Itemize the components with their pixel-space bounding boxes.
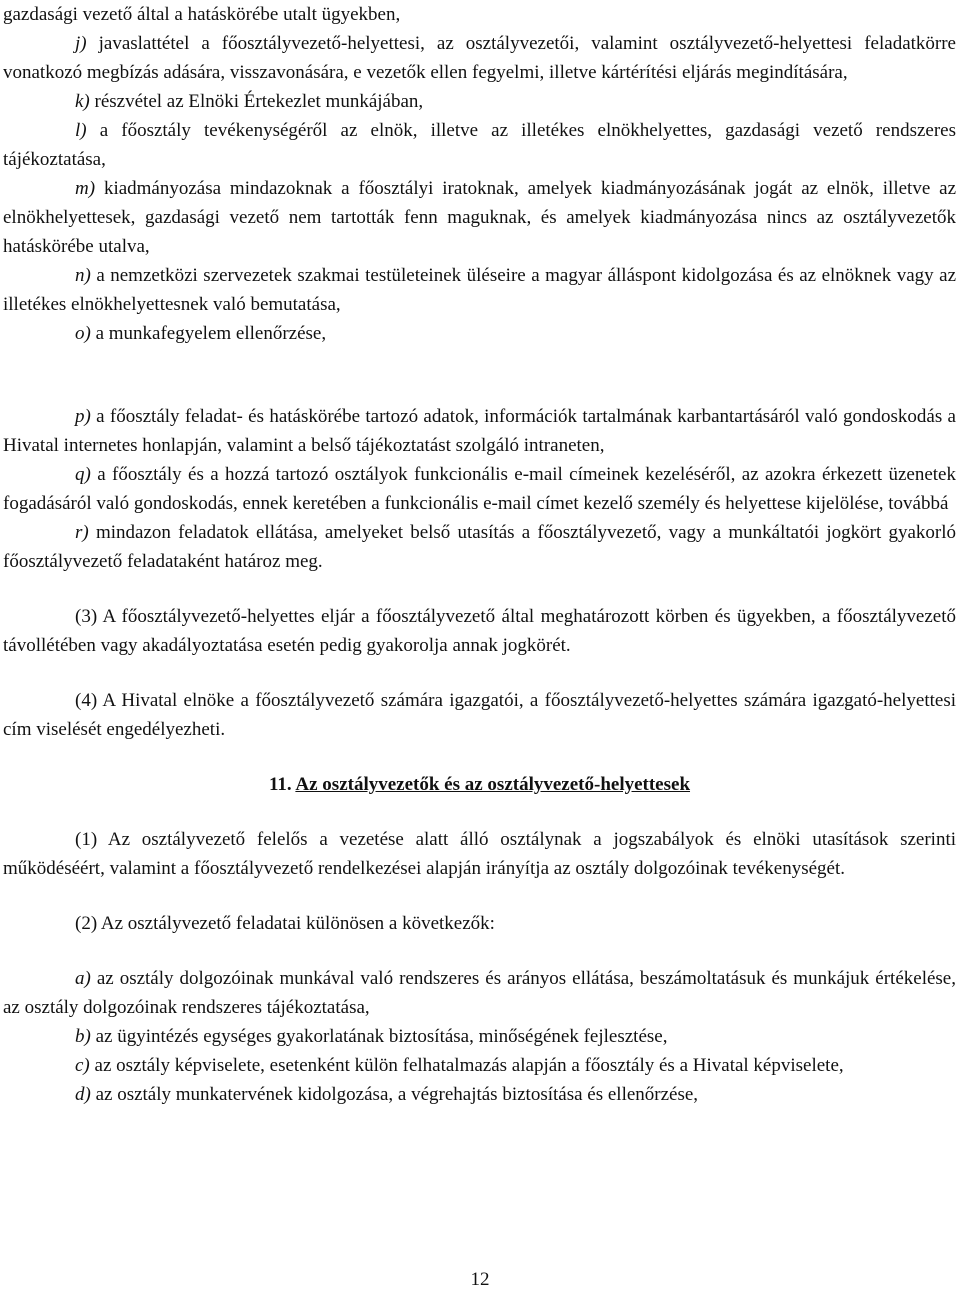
item-label: q): [75, 464, 91, 485]
continuation-text: gazdasági vezető által a hatáskörébe utalt ügyekben,: [3, 4, 401, 25]
item-label: b): [75, 1026, 91, 1047]
item-label: m): [75, 178, 96, 199]
item-label: j): [75, 33, 87, 54]
item-label: p): [75, 406, 91, 427]
item-text: kiadmányozása mindazoknak a főosztályi iratoknak, amelyek kiadmányozásának jogát az elnök, illetve az elnökhelyettesek, gazdasági vezető nem tartották fenn maguknak, és amelyek kiadmányozása nincs az osztályvezetők hatáskörébe utalva,: [3, 178, 956, 257]
item-label: a): [75, 968, 91, 989]
section-list-item-a: [3, 964, 956, 1022]
item-label: o): [75, 323, 91, 344]
list-item-k: [3, 87, 956, 116]
paragraph-3: (3) A főosztályvezető-helyettes eljár a főosztályvezető által meghatározott körben és ügyekben, a főosztályvezető távollétében vagy akadályoztatása esetén pedig gyakorolja annak jogkörét.: [3, 606, 956, 656]
list-item-p: [3, 402, 956, 460]
item-label: l): [75, 120, 87, 141]
section-heading: [3, 770, 956, 799]
list-item-j: [3, 29, 956, 87]
item-text: az osztály képviselete, esetenként külön felhatalmazás alapján a főosztály és a Hivatal képviselete,: [89, 1055, 844, 1076]
list-item-m: [3, 174, 956, 261]
list-item-o: [3, 319, 956, 348]
item-text: a nemzetközi szervezetek szakmai testületeinek üléseire a magyar álláspont kidolgozása és az elnöknek vagy az illetékes elnökhelyettesnek való bemutatása,: [3, 265, 956, 315]
section-paragraph-2: (2) Az osztályvezető feladatai különösen a következők:: [75, 913, 495, 934]
item-text: a főosztály és a hozzá tartozó osztályok funkcionális e-mail címeinek kezeléséről, az azokra érkezett üzenetek fogadásáról való gondoskodás, ennek keretében a funkcionális e-mail címet kezelő személy és helyettese kijelölése, továbbá: [3, 464, 956, 514]
item-label: n): [75, 265, 91, 286]
document-page: [3, 0, 956, 1109]
item-text: javaslattétel a főosztályvezető-helyettesi, az osztályvezetői, valamint osztályvezető-helyettesi feladatkörre vonatkozó megbízás adására, visszavonására, e vezetők ellen fegyelmi, illetve kártérítési eljárás megindítására,: [3, 33, 956, 83]
list-item-n: [3, 261, 956, 319]
item-text: részvétel az Elnöki Értekezlet munkájában,: [89, 91, 424, 112]
paragraph-4: (4) A Hivatal elnöke a főosztályvezető számára igazgatói, a főosztályvezető-helyettes számára igazgató-helyettesi cím viselését engedélyezheti.: [3, 690, 956, 740]
item-text: a főosztály feladat- és hatáskörébe tartozó adatok, információk tartalmának karbantartásáról való gondoskodás a Hivatal internetes honlapján, valamint a belső tájékoztatást szolgáló intraneten,: [3, 406, 956, 456]
item-text: a főosztály tevékenységéről az elnök, illetve az illetékes elnökhelyettes, gazdasági vezető rendszeres tájékoztatása,: [3, 120, 956, 170]
section-list-item-c: [3, 1051, 956, 1080]
page-number: 12: [470, 1269, 490, 1290]
item-label: r): [75, 522, 89, 543]
section-title: Az osztályvezetők és az osztályvezető-helyettesek: [295, 774, 691, 795]
section-list-item-d: [3, 1080, 956, 1109]
section-number: 11.: [268, 774, 292, 795]
item-label: d): [75, 1084, 91, 1105]
item-text: mindazon feladatok ellátása, amelyeket belső utasítás a főosztályvezető, vagy a munkáltatói jogkört gyakorló főosztályvezető feladataként határoz meg.: [3, 522, 956, 572]
item-label: k): [75, 91, 90, 112]
list-item-q: [3, 460, 956, 518]
section-list-item-b: [3, 1022, 956, 1051]
list-item-l: [3, 116, 956, 174]
section-paragraph-1: (1) Az osztályvezető felelős a vezetése alatt álló osztálynak a jogszabályok és elnöki utasítások szerinti működéséért, valamint a főosztályvezető rendelkezései alapján irányítja az osztály dolgozóinak tevékenységét.: [3, 829, 956, 879]
item-text: az osztály munkatervének kidolgozása, a végrehajtás biztosítása és ellenőrzése,: [90, 1084, 699, 1105]
item-text: az ügyintézés egységes gyakorlatának biztosítása, minőségének fejlesztése,: [90, 1026, 668, 1047]
item-text: a munkafegyelem ellenőrzése,: [90, 323, 327, 344]
item-text: az osztály dolgozóinak munkával való rendszeres és arányos ellátása, beszámoltatásuk és munkájuk értékelése, az osztály dolgozóinak rendszeres tájékoztatása,: [3, 968, 956, 1018]
item-label: c): [75, 1055, 90, 1076]
list-item-r: [3, 518, 956, 576]
